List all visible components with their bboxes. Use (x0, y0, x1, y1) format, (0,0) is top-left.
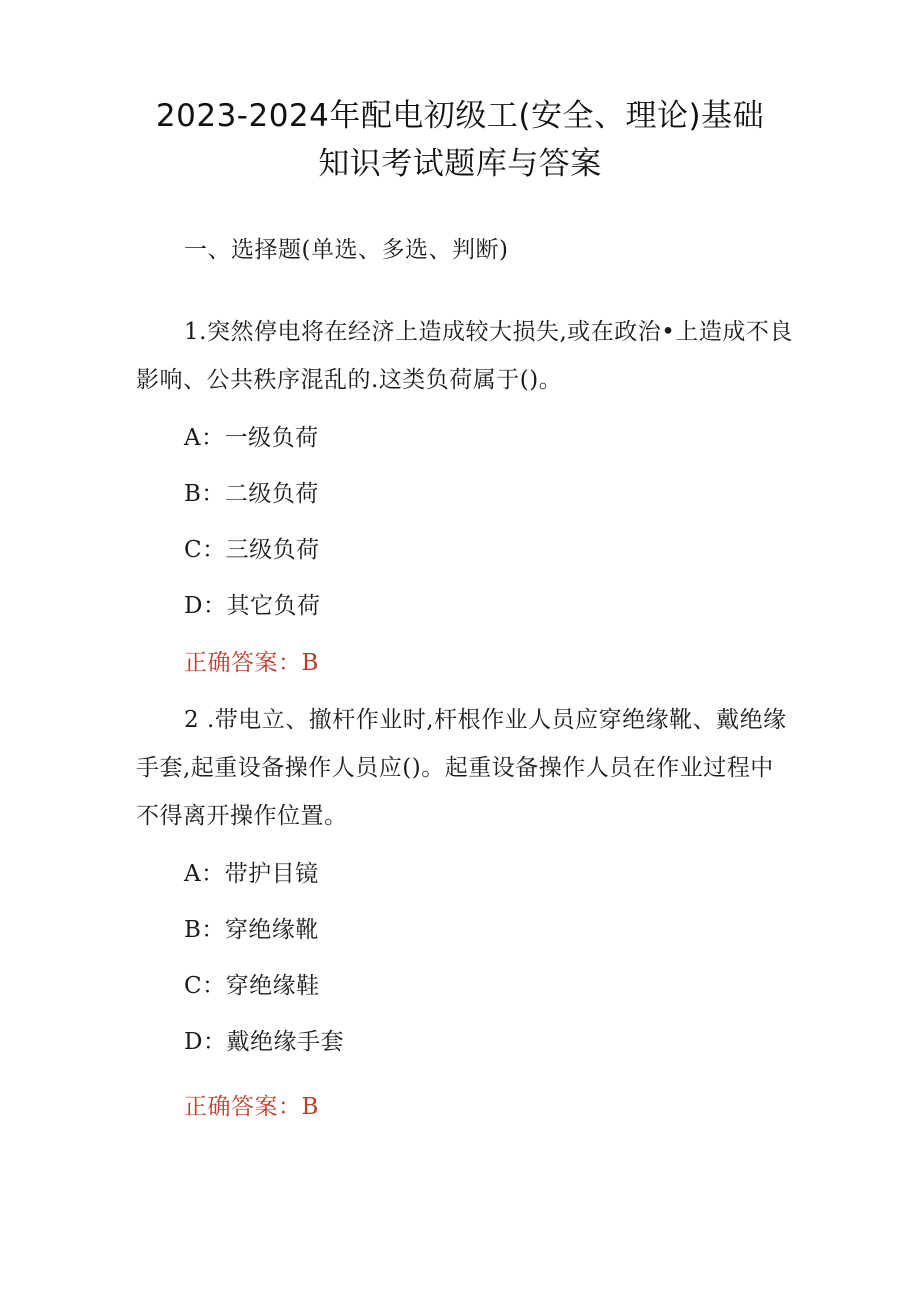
question-2-answer: 正确答案：B (184, 1094, 319, 1120)
question-2-text: 2 .带电立、撤杆作业时,杆根作业人员应穿绝缘靴、戴绝缘手套,起重设备操作人员应()。起重设备操作人员在作业过程中不得离开操作位置。 (136, 707, 787, 829)
question-1-option-a: A：一级负荷 (184, 425, 319, 451)
title-line-1: 2023-2024年配电初级工(安全、理论)基础 (155, 98, 765, 134)
question-1-answer: 正确答案：B (184, 650, 319, 676)
question-1-text: 1.突然停电将在经济上造成较大损失,或在政治•上造成不良影响、公共秩序混乱的.这类负荷属于()。 (136, 319, 793, 393)
question-1-option-c: C：三级负荷 (184, 537, 320, 563)
question-2-option-d: D：戴绝缘手套 (184, 1029, 344, 1055)
title-line-2: 知识考试题库与答案 (318, 146, 602, 182)
document-title (120, 92, 800, 188)
section-heading: 一、选择题(单选、多选、判断) (184, 237, 509, 263)
question-2-option-b: B：穿绝缘靴 (184, 917, 319, 943)
question-2-option-a: A：带护目镜 (184, 861, 319, 887)
question-2-option-c: C：穿绝缘鞋 (184, 973, 320, 999)
question-1-option-b: B：二级负荷 (184, 481, 319, 507)
question-1-option-d: D：其它负荷 (184, 593, 321, 619)
